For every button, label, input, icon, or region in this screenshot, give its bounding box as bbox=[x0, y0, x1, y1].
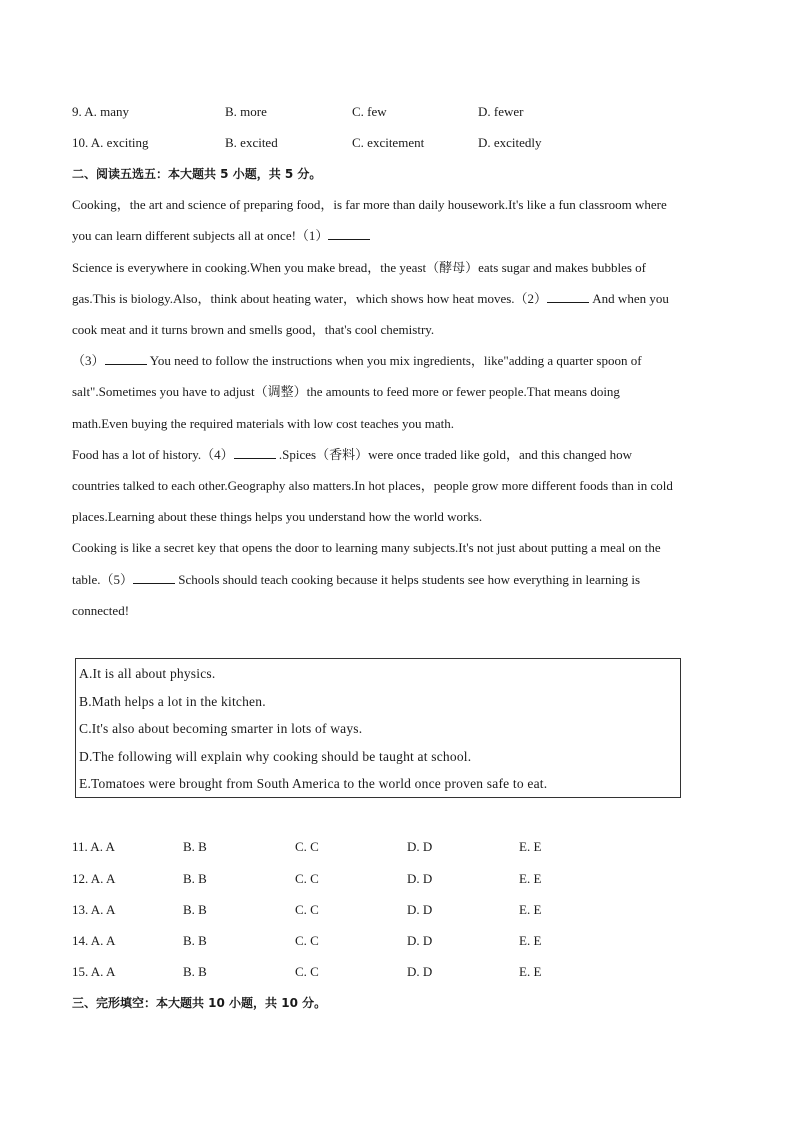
passage-text: （3） bbox=[72, 353, 105, 368]
passage-line bbox=[72, 289, 669, 309]
answer-choice-b[interactable]: B. B bbox=[183, 839, 207, 854]
passage-text: You need to follow the instructions when you mix ingredients，like"adding a quarter spoon of bbox=[146, 353, 642, 368]
passage-line bbox=[72, 351, 642, 371]
answer-choice-a[interactable]: 11. A. A bbox=[72, 839, 115, 854]
passage-text: .Spices（香料）were once traded like gold，and this changed how bbox=[275, 447, 632, 462]
passage-line: places.Learning about these things helps you understand how the world works. bbox=[72, 509, 483, 524]
passage-line bbox=[72, 226, 370, 246]
passage-text: And when you bbox=[589, 291, 669, 306]
answer-choice-d[interactable]: D. D bbox=[407, 871, 433, 886]
answer-choice-e[interactable]: E. E bbox=[519, 902, 542, 917]
option-d: D.The following will explain why cooking should be taught at school. bbox=[79, 748, 472, 764]
q9-option-d: D. fewer bbox=[478, 104, 524, 119]
answer-choice-c[interactable]: C. C bbox=[295, 871, 319, 886]
passage-text: table.（5） bbox=[72, 572, 134, 587]
passage-line: Science is everywhere in cooking.When you make bread，the yeast（酵母）eats sugar and makes bubbles of bbox=[72, 260, 646, 275]
passage-text: Schools should teach cooking because it helps students see how everything in learning is bbox=[175, 572, 641, 587]
answer-choice-b[interactable]: B. B bbox=[183, 871, 207, 886]
passage-line: countries talked to each other.Geography also matters.In hot places，people grow more different foods than in cold bbox=[72, 478, 673, 493]
answer-choice-d[interactable]: D. D bbox=[407, 902, 433, 917]
answer-choice-b[interactable]: B. B bbox=[183, 933, 207, 948]
q10-option-b: B. excited bbox=[225, 135, 278, 150]
answer-choice-e[interactable]: E. E bbox=[519, 839, 542, 854]
option-b: B.Math helps a lot in the kitchen. bbox=[79, 693, 266, 709]
blank-4 bbox=[234, 446, 276, 459]
passage-line bbox=[72, 570, 640, 590]
blank-3 bbox=[105, 352, 147, 365]
passage-line bbox=[72, 445, 632, 465]
option-c: C.It's also about becoming smarter in lots of ways. bbox=[79, 721, 363, 736]
passage-line: Cooking，the art and science of preparing food，is far more than daily housework.It's like a fun classroom where bbox=[72, 197, 667, 212]
passage-line: cook meat and it turns brown and smells good，that's cool chemistry. bbox=[72, 322, 435, 337]
answer-choice-c[interactable]: C. C bbox=[295, 933, 319, 948]
option-e: E.Tomatoes were brought from South America to the world once proven safe to eat. bbox=[79, 776, 548, 791]
answer-choice-a[interactable]: 15. A. A bbox=[72, 964, 116, 979]
answer-choice-d[interactable]: D. D bbox=[407, 839, 433, 854]
blank-2 bbox=[547, 290, 589, 303]
options-box bbox=[75, 658, 681, 798]
passage-line: math.Even buying the required materials with low cost teaches you math. bbox=[72, 416, 454, 431]
answer-choice-d[interactable]: D. D bbox=[407, 933, 433, 948]
q9-option-a: 9. A. many bbox=[72, 104, 130, 119]
section-3-title: 三、完形填空：本大题共 10 小题，共 10 分。 bbox=[72, 996, 327, 1010]
passage-line: connected! bbox=[72, 603, 130, 618]
answer-choice-c[interactable]: C. C bbox=[295, 902, 319, 917]
q10-option-d: D. excitedly bbox=[478, 135, 542, 150]
answer-choice-b[interactable]: B. B bbox=[183, 902, 207, 917]
answer-choice-c[interactable]: C. C bbox=[295, 839, 319, 854]
q9-option-c: C. few bbox=[352, 104, 387, 119]
answer-choice-a[interactable]: 13. A. A bbox=[72, 902, 116, 917]
q10-option-c: C. excitement bbox=[352, 135, 425, 150]
passage-text: you can learn different subjects all at once!（1） bbox=[72, 228, 329, 243]
answer-choice-b[interactable]: B. B bbox=[183, 964, 207, 979]
answer-choice-d[interactable]: D. D bbox=[407, 964, 433, 979]
blank-5 bbox=[133, 571, 175, 584]
q9-option-b: B. more bbox=[225, 104, 267, 119]
passage-line: Cooking is like a secret key that opens the door to learning many subjects.It's not just about putting a meal on the bbox=[72, 540, 661, 555]
option-a: A.It is all about physics. bbox=[79, 666, 216, 681]
answer-choice-e[interactable]: E. E bbox=[519, 871, 542, 886]
answer-choice-e[interactable]: E. E bbox=[519, 933, 542, 948]
passage-text: Food has a lot of history.（4） bbox=[72, 447, 234, 462]
blank-1 bbox=[328, 227, 370, 240]
answer-choice-c[interactable]: C. C bbox=[295, 964, 319, 979]
passage-line: salt".Sometimes you have to adjust（调整）the amounts to feed more or fewer people.That means doing bbox=[72, 384, 620, 399]
q10-option-a: 10. A. exciting bbox=[72, 135, 149, 150]
answer-choice-e[interactable]: E. E bbox=[519, 964, 542, 979]
section-2-title: 二、阅读五选五：本大题共 5 小题，共 5 分。 bbox=[72, 167, 322, 181]
passage-text: gas.This is biology.Also，think about heating water，which shows how heat moves.（2） bbox=[72, 291, 548, 306]
answer-choice-a[interactable]: 14. A. A bbox=[72, 933, 116, 948]
answer-choice-a[interactable]: 12. A. A bbox=[72, 871, 116, 886]
